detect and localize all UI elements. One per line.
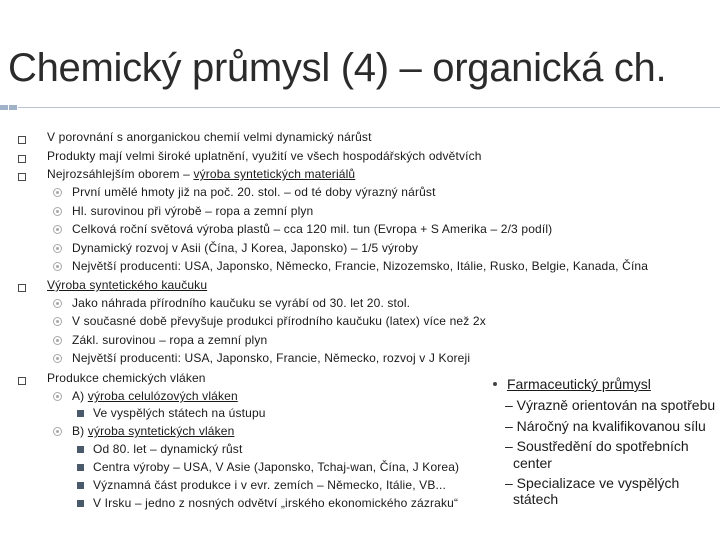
filled-square-bullet-icon (77, 464, 84, 471)
filled-square-bullet-icon (77, 482, 84, 489)
list-item (72, 259, 648, 273)
side-point: – Soustředění do spotřebních (505, 438, 689, 454)
circle-bullet-icon (53, 188, 62, 197)
list-item (47, 130, 372, 144)
list-item-emphasis: výroba syntetických materiálů (193, 167, 356, 181)
list-item-emphasis: výroba syntetických vláken (87, 424, 235, 438)
side-point: – Náročný na kvalifikovanou sílu (505, 418, 706, 434)
list-item-text: První umělé hmoty již na poč. 20. stol. – od té doby výrazný nárůst (72, 185, 436, 199)
circle-bullet-icon (53, 262, 62, 271)
circle-bullet-icon (53, 392, 62, 401)
side-point: center (513, 455, 552, 471)
list-item (93, 496, 458, 510)
list-item-text: B) (72, 424, 88, 438)
list-item-text: Ve vyspělých státech na ústupu (93, 406, 266, 420)
square-bullet-icon (18, 155, 26, 163)
list-item (72, 222, 552, 236)
list-item (47, 167, 355, 181)
list-item-text: Od 80. let – dynamický růst (93, 442, 243, 456)
list-item (72, 185, 436, 199)
list-item-text: V Irsku – jedno z nosných odvětví „irského ekonomického zázraku“ (93, 496, 459, 510)
side-point: státech (513, 491, 559, 507)
list-item-text: A) (72, 389, 88, 403)
list-item-text: Dynamický rozvoj v Asii (Čína, J Korea, Japonsko) – 1/5 výroby (72, 241, 419, 255)
list-item (93, 460, 459, 474)
list-item-text: Produkce chemických vláken (47, 371, 206, 385)
side-point: – Specializace ve vyspělých (505, 475, 680, 491)
circle-bullet-icon (53, 299, 62, 308)
side-point: – Výrazně orientován na spotřebu (505, 397, 716, 413)
list-item (72, 296, 410, 310)
filled-square-bullet-icon (77, 500, 84, 507)
square-bullet-icon (18, 284, 26, 292)
list-item-text: Celková roční světová výroba plastů – cca 120 mil. tun (Evropa + S Amerika – 2/3 podíl) (72, 222, 553, 236)
list-item (93, 442, 242, 456)
list-item-text: Centra výroby – USA, V Asie (Japonsko, Tchaj-wan, Čína, J Korea) (93, 460, 460, 474)
filled-square-bullet-icon (77, 410, 84, 417)
list-item-text: Největší producenti: USA, Japonsko, Německo, Francie, Nizozemsko, Itálie, Rusko, Belgie, Kanada, Čína (72, 259, 649, 273)
list-item (72, 351, 470, 365)
list-item-text: Nejrozsáhlejším oborem – (47, 167, 194, 181)
list-item-emphasis: výroba celulózových vláken (87, 389, 238, 403)
circle-bullet-icon (53, 207, 62, 216)
list-item-text: V porovnání s anorganickou chemií velmi dynamický nárůst (47, 130, 372, 144)
list-item (47, 371, 206, 385)
list-item-text: V současné době převyšuje produkci přírodního kaučuku (latex) více než 2x (72, 314, 486, 328)
list-item (93, 406, 266, 420)
list-item-text: Největší producenti: USA, Japonsko, Francie, Německo, rozvoj v J Koreji (72, 351, 471, 365)
bullet-dot-icon (493, 382, 497, 386)
list-item (72, 424, 234, 438)
square-bullet-icon (18, 377, 26, 385)
circle-bullet-icon (53, 427, 62, 436)
list-item (93, 478, 446, 492)
list-item (72, 204, 313, 218)
list-item (72, 314, 486, 328)
list-item-text: Produkty mají velmi široké uplatnění, využití ve všech hospodářských odvětvích (47, 149, 482, 163)
slide-title: Chemický průmysl (4) – organická ch. (8, 46, 667, 90)
square-bullet-icon (18, 173, 26, 181)
circle-bullet-icon (53, 225, 62, 234)
filled-square-bullet-icon (77, 446, 84, 453)
side-heading: Farmaceutický průmysl (507, 376, 651, 392)
square-bullet-icon (18, 136, 26, 144)
list-item-text: Významná část produkce i v evr. zemích – Německo, Itálie, VB... (93, 478, 446, 492)
list-item (47, 278, 207, 292)
title-decoration (9, 105, 17, 110)
circle-bullet-icon (53, 336, 62, 345)
circle-bullet-icon (53, 244, 62, 253)
circle-bullet-icon (53, 317, 62, 326)
list-item-text: Hl. surovinou při výrobě – ropa a zemní plyn (72, 204, 314, 218)
list-item (72, 241, 418, 255)
title-decoration (0, 105, 8, 110)
list-item (47, 149, 482, 163)
list-item-text: Jako náhrada přírodního kaučuku se vyrábí od 30. let 20. stol. (72, 296, 411, 310)
circle-bullet-icon (53, 354, 62, 363)
title-divider (18, 107, 720, 108)
list-item-emphasis: Výroba syntetického kaučuku (47, 278, 208, 292)
list-item-text: Zákl. surovinou – ropa a zemní plyn (72, 333, 268, 347)
list-item (72, 333, 267, 347)
list-item (72, 389, 238, 403)
